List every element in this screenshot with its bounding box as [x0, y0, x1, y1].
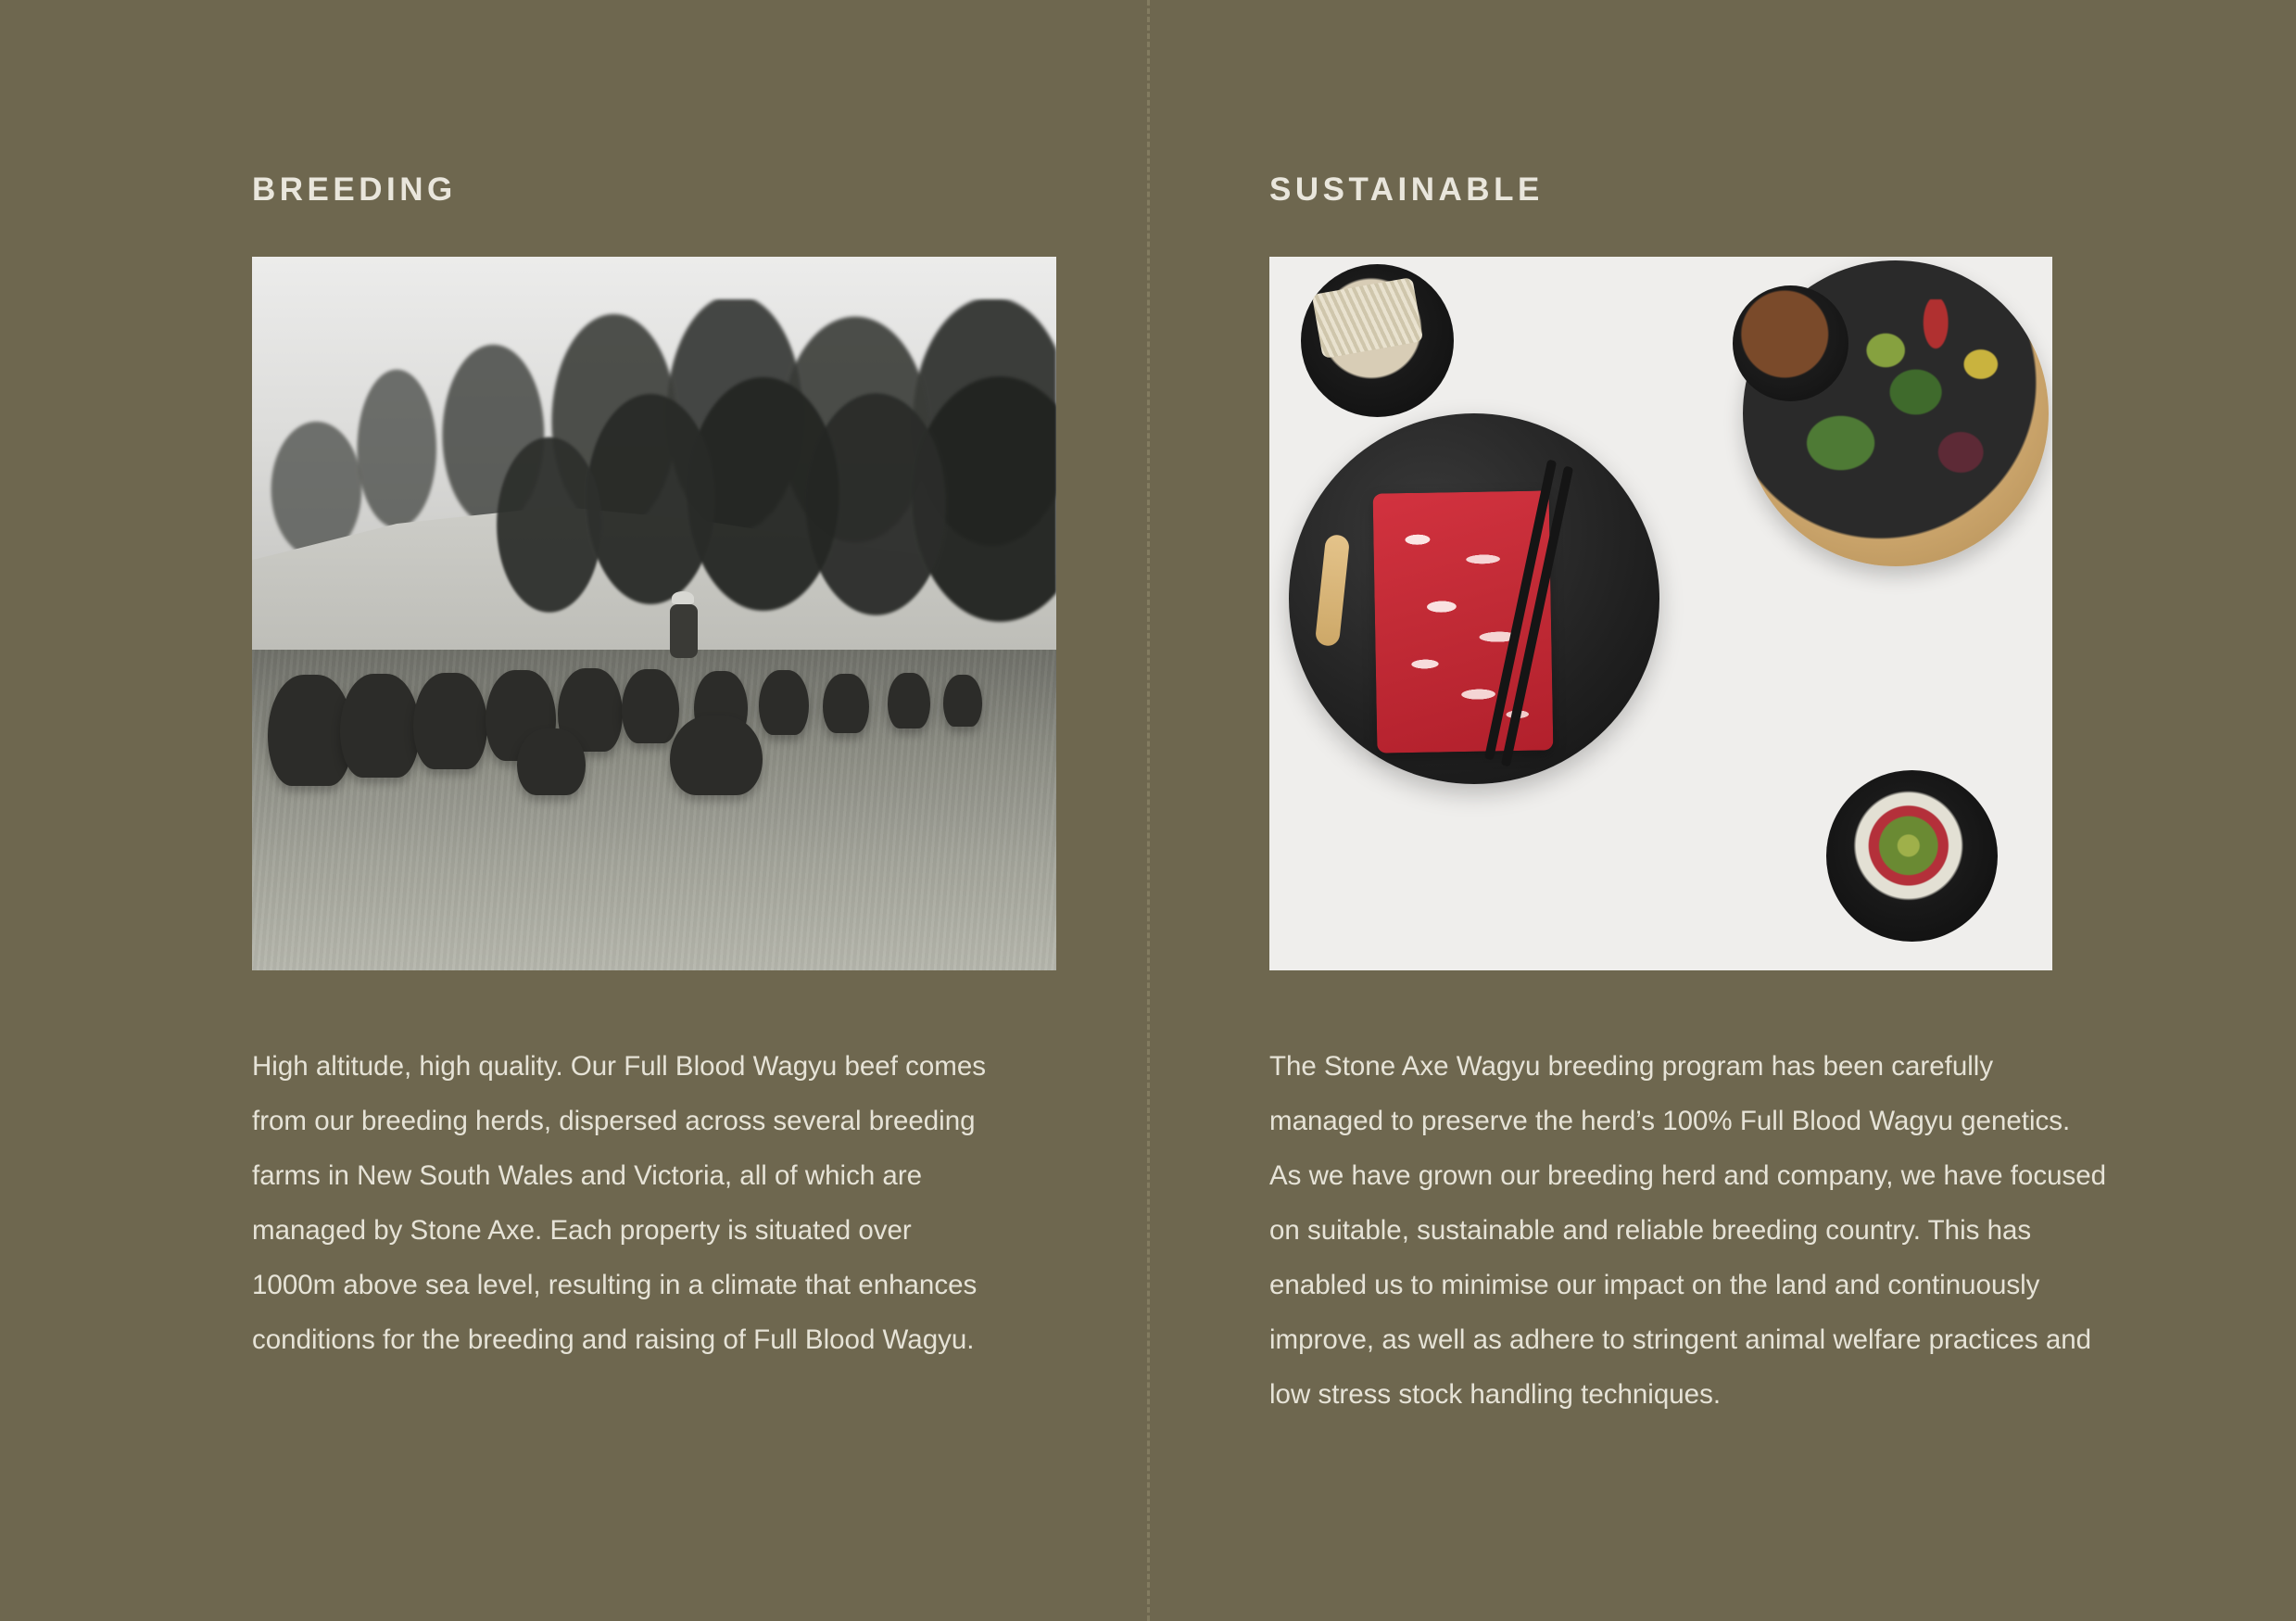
cow [759, 670, 809, 735]
dipping-sauce-bowl [1733, 285, 1848, 401]
cow [413, 673, 487, 769]
salad-bowl [1826, 770, 1998, 942]
wagyu-plated-dish-photo [1269, 257, 2052, 970]
cattle-herd [252, 585, 1056, 799]
pasture-scene [252, 257, 1056, 970]
cow [943, 675, 982, 727]
stockman-on-horse [670, 604, 698, 658]
sustainable-heading: SUSTAINABLE [1269, 171, 1544, 208]
marbled-wagyu-steak [1373, 490, 1554, 753]
column-breeding [252, 171, 1067, 1395]
cow [340, 674, 420, 778]
breeding-body-text: High altitude, high quality. Our Full Blood Wagyu beef comes from our breeding herds, dispersed across several breeding farms in New South Wales and Victoria, all of which are managed by Stone Axe. Each property is situated over 1000m above sea level, resulting in a climate that enhances conditions for the breeding and raising of Full Blood Wagyu. [252, 1051, 986, 1355]
cattle-herd-photo [252, 257, 1056, 970]
flatlay-scene [1269, 257, 2052, 970]
cow [670, 716, 763, 795]
cow [517, 728, 586, 795]
cow [622, 669, 679, 743]
sustainable-body-text: The Stone Axe Wagyu breeding program has been carefully managed to preserve the herd’s 100% Full Blood Wagyu genetics. As we have grown our breeding herd and company, we have focused on suitable, sustainable and reliable breeding country. This has enabled us to minimise our impact on the land and continuously improve, as well as adhere to stringent animal welfare practices and low stress stock handling techniques. [1269, 1051, 2107, 1410]
cow [888, 673, 930, 728]
column-sustainable [1269, 171, 2107, 1450]
cow [823, 674, 869, 733]
center-dashed-divider [1147, 0, 1150, 1621]
breeding-heading: BREEDING [252, 171, 457, 208]
